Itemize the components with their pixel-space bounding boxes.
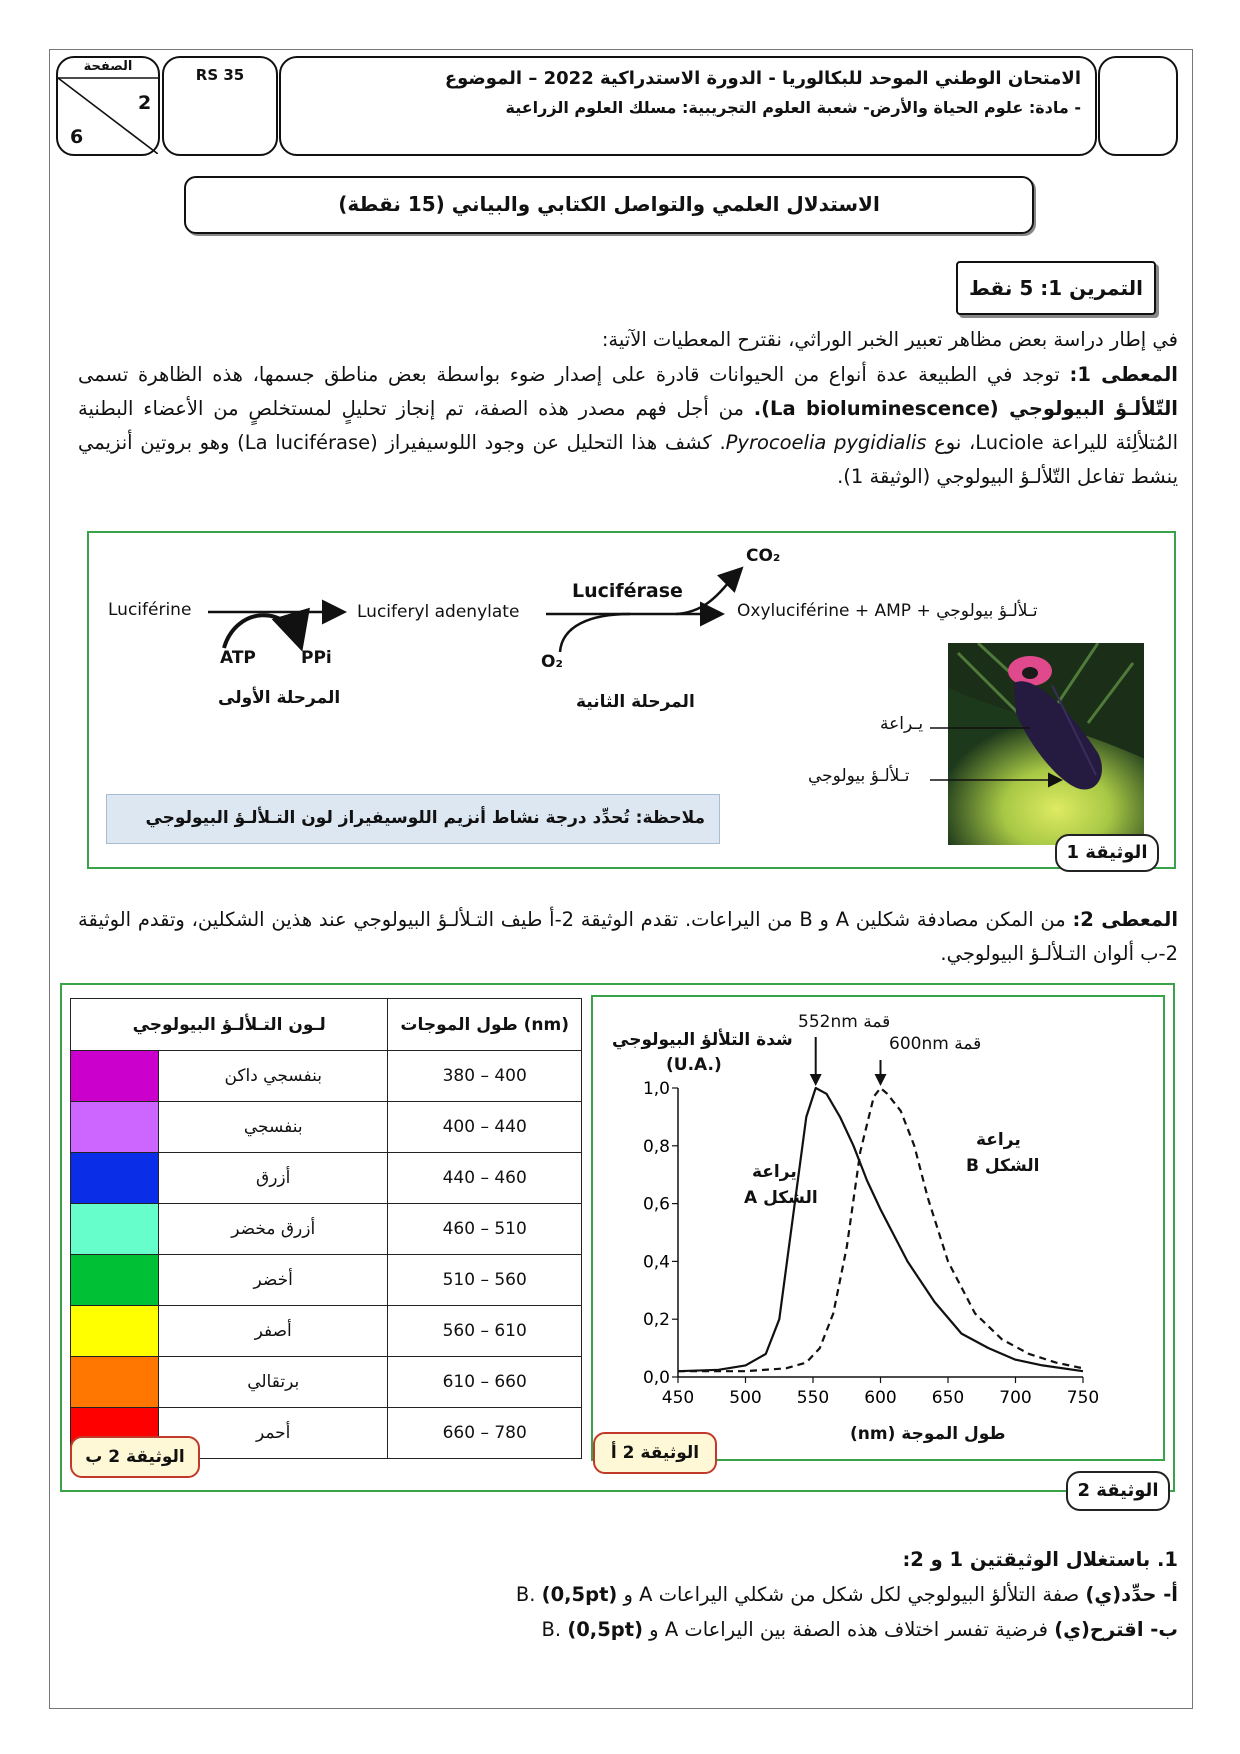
products-label: Oxyluciférine + AMP + تـلألـؤ بيولوجي — [737, 601, 1038, 621]
doc1-note-box — [106, 794, 720, 844]
peak-a-arrow-head — [810, 1074, 822, 1086]
o2-label: O₂ — [541, 652, 563, 672]
color-name: أحمر — [159, 1408, 388, 1459]
y-tick-label: 1,0 — [642, 1079, 670, 1099]
bioluminescence-term: التّلألـؤ البيولوجي (La bioluminescence). — [753, 397, 1178, 420]
curve-a-label-1: يراعة — [752, 1162, 797, 1182]
exam-title: الامتحان الوطني الموحد للبكالوريا - الدورة الاستدراكية 2022 – الموضوع — [444, 68, 1081, 89]
x-tick-label: 600 — [864, 1388, 897, 1408]
data2-text: من المكن مصادفة شكلين A و B من اليراعات. تقدم الوثيقة 2-أ طيف التـلألـؤ البيولوجي عند هذين الشكلين، وتقدم الوثيقة 2-ب ألوان التـلألـؤ البيولوجي. — [78, 908, 1178, 965]
table-row — [71, 1255, 582, 1306]
question-1a-points: (0,5pt) — [541, 1583, 618, 1606]
data1-text-c: . كشف هذا التحليل عن وجود اللوسيفيراز (La luciférase) وهو بروتين أنزيمي ينشط تفاعل التّلألـؤ البيولوجي (الوثيقة 1). — [78, 431, 1178, 488]
wavelength-range: 400 – 440 — [388, 1102, 582, 1153]
y-tick-label: 0,0 — [642, 1368, 670, 1388]
intro-paragraph: في إطار دراسة بعض مظاهر تعبير الخبر الوراثي، نقترح المعطيات الآتية: — [601, 328, 1178, 351]
x-tick-label: 700 — [999, 1388, 1032, 1408]
section-title: الاستدلال العلمي والتواصل الكتابي والبياني (15 نقطة) — [338, 192, 880, 216]
doc2a-tab: الوثيقة 2 أ — [593, 1432, 717, 1474]
firefly-label: يـراعة — [880, 714, 924, 734]
x-tick-label: 550 — [796, 1388, 830, 1408]
doc1-tab: الوثيقة 1 — [1055, 834, 1159, 872]
color-swatch — [71, 1357, 159, 1408]
col-color-header: لـون التـلألـؤ البيولوجي — [71, 999, 388, 1051]
table-row — [71, 1051, 582, 1102]
color-name: أصفر — [159, 1306, 388, 1357]
y-tick-label: 0,8 — [642, 1136, 670, 1157]
wavelength-range: 460 – 510 — [388, 1204, 582, 1255]
table-row — [71, 1102, 582, 1153]
ppi-label: PPi — [301, 648, 332, 668]
wavelength-range: 660 – 780 — [388, 1408, 582, 1459]
question-1b — [78, 1613, 1178, 1647]
table-row — [71, 1153, 582, 1204]
y-axis-unit: (U.A.) — [666, 1055, 722, 1075]
color-wavelength-table — [70, 998, 582, 1459]
peak-b-label: قمة 600nm — [889, 1034, 982, 1054]
wavelength-range: 610 – 660 — [388, 1357, 582, 1408]
y-axis-title: شدة التلألؤ البيولوجي — [612, 1030, 793, 1050]
table-row — [71, 1204, 582, 1255]
question-1b-text: فرضية تفسر اختلاف هذه الصفة بين اليراعات A و B. — [541, 1618, 1055, 1641]
luciferase-label: Luciférase — [572, 580, 683, 602]
color-name: بنفسجي داكن — [159, 1051, 388, 1102]
luciferine-label: Luciférine — [108, 600, 192, 620]
curve-b-label-2: الشكل B — [966, 1156, 1040, 1176]
exam-subject: - مادة: علوم الحياة والأرض- شعبة العلوم التجريبية: مسلك العلوم الزراعية — [505, 98, 1081, 117]
y-tick-label: 0,6 — [642, 1194, 670, 1215]
col-wavelength-header: طول الموجات (nm) — [388, 999, 582, 1051]
curve-form-b — [678, 1088, 1083, 1371]
x-tick-label: 450 — [661, 1388, 695, 1408]
color-name: أزرق — [159, 1153, 388, 1204]
question-1-title: 1. باستغلال الوثيقتين 1 و 2: — [902, 1548, 1178, 1571]
table-row — [71, 1357, 582, 1408]
color-name: أخضر — [159, 1255, 388, 1306]
table-row — [71, 1306, 582, 1357]
page-total: 6 — [70, 126, 84, 148]
peak-b-arrow-head — [875, 1074, 887, 1086]
question-1a — [78, 1578, 1178, 1612]
x-tick-label: 750 — [1066, 1388, 1100, 1408]
question-1a-verb: أ- حدِّد(ي) — [1085, 1583, 1178, 1606]
color-swatch — [71, 1102, 159, 1153]
doc2-tab: الوثيقة 2 — [1066, 1471, 1170, 1511]
question-1b-points: (0,5pt) — [567, 1618, 643, 1641]
x-tick-label: 500 — [729, 1388, 762, 1408]
doc1-note: ملاحظة: تُحدِّد درجة نشاط أنزيم اللوسيفيراز لون التـلألـؤ البيولوجي — [145, 808, 705, 828]
curve-a-label-2: الشكل A — [744, 1188, 818, 1208]
curve-form-a — [678, 1088, 1083, 1371]
page-number: 2 — [138, 92, 152, 114]
color-swatch — [71, 1255, 159, 1306]
exercise-title: التمرين 1: 5 نقط — [969, 276, 1143, 300]
doc2b-tab: الوثيقة 2 ب — [70, 1436, 200, 1478]
question-1b-verb: ب- اقترح(ي) — [1054, 1618, 1178, 1641]
y-tick-label: 0,4 — [642, 1252, 670, 1273]
question-1a-text: صفة التلألؤ البيولوجي لكل شكل من شكلي اليراعات A و B. — [515, 1583, 1086, 1606]
glow-label: تـلألـؤ بيولوجي — [808, 766, 910, 786]
x-axis-title: طول الموجة (nm) — [850, 1424, 1006, 1444]
wavelength-range: 440 – 460 — [388, 1153, 582, 1204]
color-swatch — [71, 1153, 159, 1204]
exam-code: RS 35 — [195, 66, 245, 84]
data1-text-a: توجد في الطبيعة عدة أنواع من الحيوانات قادرة على إصدار ضوء بواسطة بعض مناطق جسمها، هذه الظاهرة تسمى — [78, 363, 1070, 386]
luciferyl-adenylate-label: Luciferyl adenylate — [357, 602, 520, 622]
data1-label: المعطى 1: — [1069, 363, 1178, 386]
color-name: برتقالي — [159, 1357, 388, 1408]
color-swatch — [71, 1204, 159, 1255]
wavelength-range: 560 – 610 — [388, 1306, 582, 1357]
data2-label: المعطى 2: — [1072, 908, 1179, 931]
data2-paragraph — [78, 903, 1178, 971]
curve-b-label-1: يراعة — [976, 1130, 1021, 1150]
wavelength-range: 380 – 400 — [388, 1051, 582, 1102]
color-name: أزرق مخضر — [159, 1204, 388, 1255]
color-swatch — [71, 1051, 159, 1102]
color-name: بنفسجي — [159, 1102, 388, 1153]
co2-label: CO₂ — [746, 546, 781, 566]
x-tick-label: 650 — [931, 1388, 965, 1408]
color-swatch — [71, 1306, 159, 1357]
species-name: Pyrocoelia pygidialis — [725, 431, 927, 454]
wavelength-range: 510 – 560 — [388, 1255, 582, 1306]
page-label: الصفحة — [83, 59, 133, 74]
data1-text-b: من أجل فهم مصدر هذه الصفة، تم إنجاز تحليلٍ لمستخلصٍ من الأعضاء البطنية المُتلألِئة لليراعة Luciole، نوع — [78, 397, 1178, 454]
stage2-label: المرحلة الثانية — [576, 692, 695, 712]
y-tick-label: 0,2 — [642, 1310, 670, 1331]
atp-label: ATP — [220, 648, 256, 668]
peak-a-label: قمة 552nm — [798, 1012, 891, 1032]
stage1-label: المرحلة الأولى — [218, 688, 341, 708]
